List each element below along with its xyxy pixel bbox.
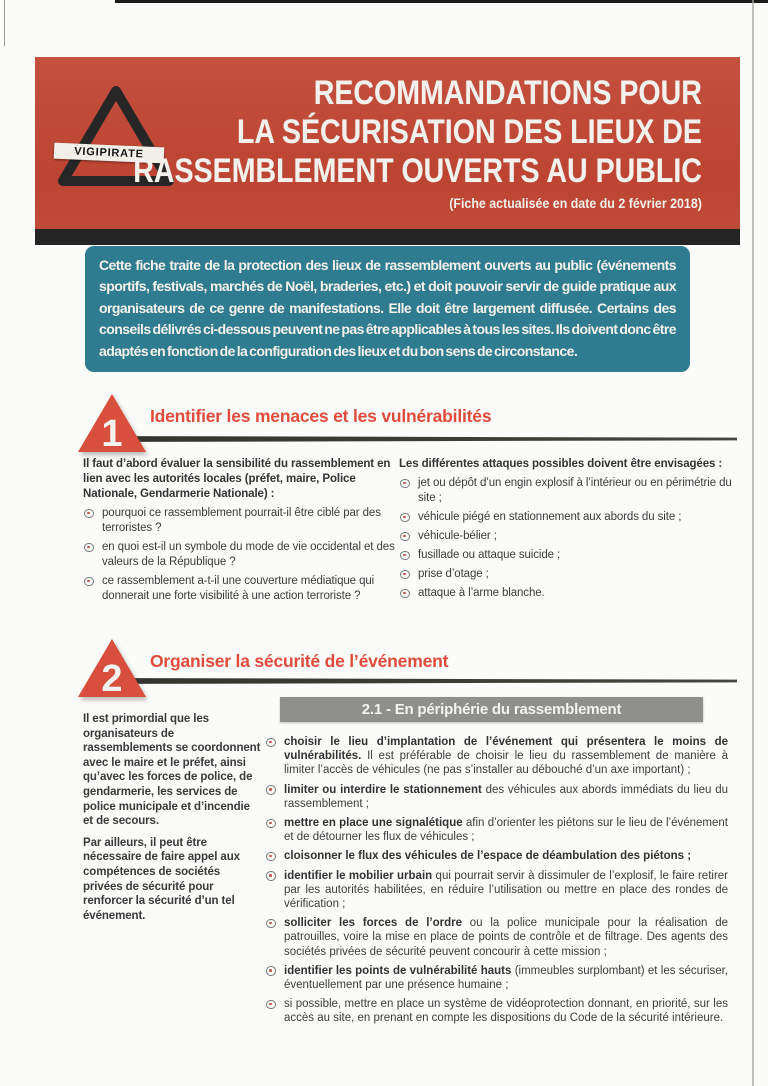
bullet-item (265, 735, 728, 778)
section1-right-column (399, 457, 732, 605)
section2-number: 2 (101, 658, 123, 699)
subsection-2-1-banner: 2.1 - En périphérie du rassemblement (280, 697, 703, 722)
triangle-2-icon (76, 637, 148, 699)
document-title (25, 74, 702, 213)
title-line-2: LA SÉCURISATION DES LIEUX DE (237, 113, 702, 151)
bullet-text: véhicule-bélier ; (418, 530, 497, 542)
section1-left-bullets (83, 506, 395, 604)
bullet-text: choisir le lieu d’implantation de l’événement qui présentera le moins de vulnérabilités. Il est préférable de choisir le lieu du rassemblement de manière à limiter l’accès de véhicules (ne pas s’installer au débouché d’un axe important) ; (284, 736, 728, 777)
title-line-3: RASSEMBLEMENT OUVERTS AU PUBLIC (133, 152, 702, 190)
bullet-item (83, 574, 395, 604)
bullet-item (399, 529, 732, 544)
sidebar-paragraph-2: Par ailleurs, il peut être nécessaire de faire appel aux compétences de sociétés privées de sécurité pour renforcer la sécurité d’un tel événement. (83, 836, 240, 922)
title-subtitle: (Fiche actualisée en date du 2 février 2018) (449, 196, 702, 211)
bullet-dot-icon (400, 513, 410, 523)
section2-sidebar (83, 712, 261, 930)
bullet-dot-icon (400, 532, 410, 542)
bullet-text: prise d’otage ; (418, 568, 489, 580)
bullet-text: limiter ou interdire le stationnement des véhicules aux abords immédiats du lieu du rassemblement ; (284, 783, 728, 810)
scan-artifact-top-line (115, 0, 768, 3)
bullet-item (265, 997, 728, 1025)
bullet-item (265, 869, 728, 912)
bullet-dot-icon (266, 871, 276, 881)
bullet-dot-icon (400, 570, 410, 580)
bullet-dot-icon (266, 1000, 276, 1010)
bullet-dot-icon (266, 919, 276, 929)
bullet-text: cloisonner le flux des véhicules de l’espace de déambulation des piétons ; (284, 850, 692, 863)
bullet-item (265, 849, 728, 863)
scan-artifact-right-edge (752, 0, 754, 1086)
bullet-dot-icon (84, 577, 94, 587)
section2-divider (98, 678, 737, 684)
section1-right-bullets (399, 476, 732, 601)
section1-right-intro: Les différentes attaques possibles doivent être envisagées : (399, 458, 723, 470)
sidebar-paragraph-1: Il est primordial que les organisateurs de rassemblements se coordonnent avec le maire et le préfet, ainsi qu’avec les forces de police, de gendarmerie, les services de police municipale et d’incendie et de secours. (83, 713, 261, 828)
bullet-item (265, 816, 728, 844)
bullet-text: si possible, mettre en place un système de vidéoprotection donnant, en priorité, sur les accès au site, en prenant en compte les dispositions du Code de la sécurité intérieure. (284, 998, 728, 1025)
section1-number-triangle (76, 392, 148, 454)
bullet-item (399, 510, 732, 525)
bullet-item (83, 506, 395, 536)
bullet-text: pourquoi ce rassemblement pourrait-il être ciblé par des terroristes ? (102, 507, 381, 534)
bullet-text: jet ou dépôt d’un engin explosif à l’intérieur ou en périmétrie du site ; (418, 477, 732, 504)
header-bottom-bar (35, 229, 740, 245)
vigipirate-label: VIGIPIRATE (54, 143, 165, 164)
bullet-dot-icon (266, 852, 276, 862)
bullet-item (399, 586, 732, 601)
bullet-text: fusillade ou attaque suicide ; (418, 549, 561, 561)
bullet-text: mettre en place une signalétique afin d’orienter les piétons sur le lieu de l’événement et de détourner les flux de véhicules ; (284, 817, 728, 844)
bullet-text: véhicule piégé en stationnement aux abords du site ; (418, 511, 682, 523)
bullet-dot-icon (266, 738, 276, 748)
bullet-dot-icon (84, 543, 94, 553)
bullet-item (399, 548, 732, 563)
bullet-item (265, 964, 728, 992)
bullet-text: en quoi est-il un symbole du mode de vie occidental et des valeurs de la République ? (102, 541, 395, 568)
section2-bullets (265, 735, 728, 1031)
section1-divider (98, 436, 737, 442)
section1-title: Identifier les menaces et les vulnérabilités (150, 406, 492, 426)
section1-left-intro: Il faut d’abord évaluer la sensibilité du rassemblement en lien avec les autorités locales (préfet, maire, Police Nationale, Gendarmerie Nationale) : (83, 458, 391, 500)
bullet-item (265, 783, 728, 811)
scan-artifact-left-edge (4, 0, 5, 46)
bullet-dot-icon (400, 551, 410, 561)
bullet-dot-icon (266, 785, 276, 795)
bullet-dot-icon (266, 819, 276, 829)
bullet-dot-icon (400, 589, 410, 599)
bullet-text: identifier les points de vulnérabilité hauts (immeubles surplombant) et les sécuriser, éventuellement par une présence humaine ; (284, 964, 728, 992)
bullet-text: attaque à l’arme blanche. (418, 587, 545, 599)
bullet-text: identifier le mobilier urbain qui pourrait servir à dissimuler de l’explosif, le faire retirer par les autorités habilitées, en réduire l’utilisation ou mettre en place des rondes de vérification ; (284, 869, 729, 911)
bullet-dot-icon (84, 509, 94, 519)
section1-left-column (83, 457, 395, 608)
bullet-text: ce rassemblement a-t-il une couverture médiatique qui donnerait une forte visibilité à une action terroriste ? (102, 575, 375, 602)
section2-title: Organiser la sécurité de l’événement (150, 651, 449, 671)
section2-number-triangle (76, 637, 148, 699)
section1-number: 1 (101, 413, 123, 454)
title-line-1: RECOMMANDATIONS POUR (313, 74, 702, 112)
triangle-1-icon (76, 392, 148, 454)
bullet-text: solliciter les forces de l’ordre ou la police municipale pour la réalisation de patrouilles, voire la mise en place de points de contrôle et de filtrage. Des agents des sociétés privées de sécurité peuvent concourir à cette mission ; (284, 917, 728, 958)
bullet-item (399, 476, 732, 506)
bullet-item (83, 540, 395, 570)
bullet-item (399, 567, 732, 582)
bullet-item (265, 916, 728, 959)
bullet-dot-icon (266, 966, 276, 976)
intro-box: Cette fiche traite de la protection des lieux de rassemblement ouverts au public (événements sportifs, festivals, marchés de Noël, braderies, etc.) et doit pouvoir servir de guide pratique aux organisateurs de ce genre de manifestations. Elle doit être largement diffusée. Certains des conseils délivrés ci-dessous peuvent ne pas être applicables à tous les sites. Ils doivent donc être adaptés en fonction de la configuration des lieux et du bon sens de circonstance. (85, 246, 690, 372)
bullet-dot-icon (400, 479, 410, 489)
